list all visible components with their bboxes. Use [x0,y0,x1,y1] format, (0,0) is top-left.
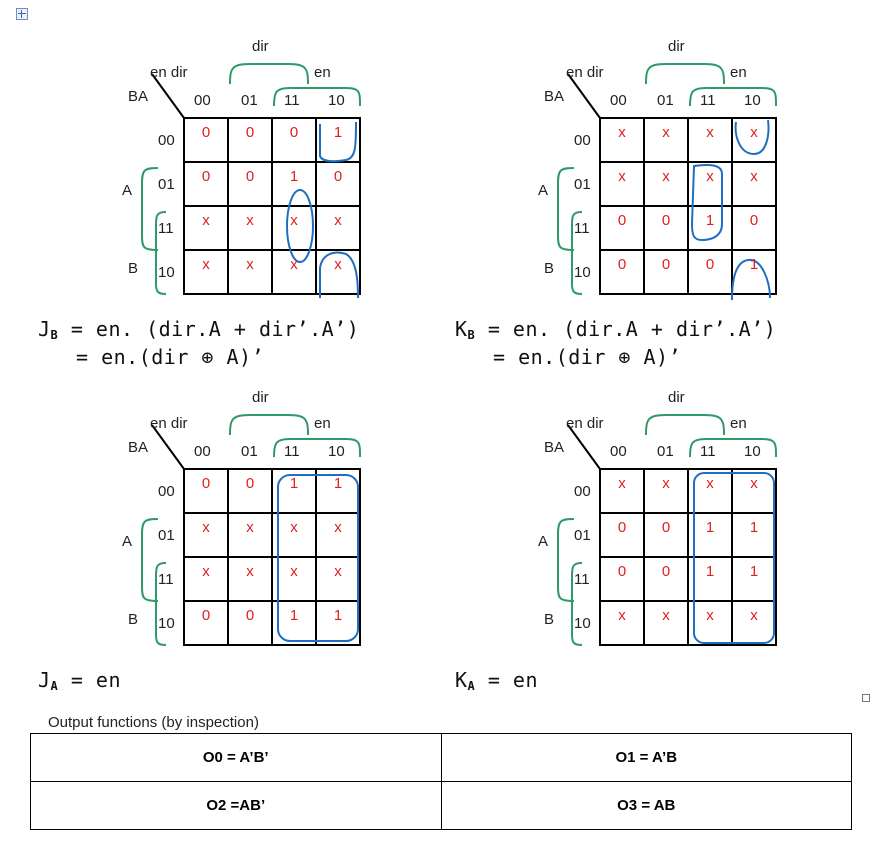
en-label: en [730,64,747,81]
kmap-cell: 0 [705,256,715,273]
kmap-cell: x [202,519,210,536]
kmap-cell: 1 [289,475,299,492]
row-header: 00 [574,483,591,500]
kmap-kb [432,28,761,298]
row-header: 00 [158,132,175,149]
kmap-cell: x [618,124,626,141]
a-label: A [122,182,133,199]
kmap-cell: 0 [749,212,759,229]
jb-sub: B [50,328,59,342]
table-row [31,734,852,782]
kmap-cell: x [290,519,298,536]
output-o1: O1 = A’B [441,734,852,782]
kmap-cell: 1 [289,607,299,624]
kmap-jb [16,28,345,298]
col-header: 11 [284,92,300,109]
kmap-cell: x [706,475,714,492]
en-label: en [314,415,331,432]
a-label: A [122,533,133,550]
kmap-cell: 0 [661,519,671,536]
kmap-cell: 0 [245,607,255,624]
kmap-cell: x [662,475,670,492]
kmap-cell: x [706,607,714,624]
dir-label: dir [668,389,685,406]
col-header: 10 [328,92,345,109]
kmap-cell: 0 [661,256,671,273]
ja-rhs: = en [58,668,121,692]
kmap-cell: x [334,563,342,580]
jb-name: J [38,317,51,341]
col-header: 10 [744,443,761,460]
kb-equation-line2 [493,344,681,370]
dir-brace [230,415,308,435]
kmap-cell: 0 [245,168,255,185]
kmap-cell: x [290,212,298,229]
kmap-cell: x [246,563,254,580]
kmap-cell: x [750,124,758,141]
col-header: 01 [657,443,674,460]
col-header: 00 [610,92,627,109]
output-o0: O0 = A’B’ [31,734,442,782]
col-header: 00 [610,443,627,460]
kb-line1: = en. (dir.A + dir’.A’) [475,317,777,341]
dir-label: dir [252,38,269,55]
corner-left-label: BA [128,88,149,105]
kmap-cell: x [618,168,626,185]
kmap-cell: 1 [333,475,343,492]
row-header: 10 [158,615,175,632]
corner-top-label: en dir [566,64,604,81]
kmap-cell: 0 [617,256,627,273]
row-header: 11 [158,571,174,588]
kmap-cell: x [334,256,342,273]
table-move-handle[interactable] [16,8,28,20]
kmap-cell: x [246,256,254,273]
kmap-cell: 0 [201,168,211,185]
kmap-cell: x [750,475,758,492]
corner-left-label: BA [544,439,565,456]
b-label: B [128,260,139,277]
kmap-cell: 1 [333,607,343,624]
kmap-cell: 1 [333,124,343,141]
corner-left-label: BA [128,439,149,456]
kmap-cell: 1 [705,212,715,229]
kmap-cell: 0 [661,563,671,580]
kmap-cell: 0 [617,519,627,536]
a-label: A [538,182,549,199]
resize-handle[interactable] [862,694,870,702]
kmap-cell: x [202,212,210,229]
ka-equation [455,667,538,699]
kmap-cell: x [246,212,254,229]
col-header: 10 [744,92,761,109]
kmap-cell: x [334,212,342,229]
ka-sub: A [467,679,476,693]
kmap-cell: 0 [617,563,627,580]
row-header: 11 [158,220,174,237]
col-header: 11 [700,92,716,109]
kmap-cell: x [290,563,298,580]
kmap-cell: x [662,607,670,624]
kmap-cell: 0 [201,124,211,141]
corner-left-label: BA [544,88,565,105]
kmap-cell: x [618,475,626,492]
kmap-cell: x [706,168,714,185]
row-header: 10 [158,264,175,281]
kmap-cell: x [750,168,758,185]
kmap-cell: 0 [201,475,211,492]
kmap-cell: 1 [705,563,715,580]
col-header: 01 [657,92,674,109]
a-label: A [538,533,549,550]
b-label: B [128,611,139,628]
col-header: 11 [284,443,300,460]
kmap-cell: 0 [201,607,211,624]
table-row [31,782,852,830]
kb-line2: = en.(dir ⊕ A)’ [493,345,682,369]
kmap-cell: 1 [705,519,715,536]
row-header: 01 [574,527,591,544]
row-header: 11 [574,220,590,237]
kmap-cell: x [662,168,670,185]
kmap-cell: 0 [661,212,671,229]
kmap-cell: x [706,124,714,141]
kmap-cell: 0 [245,475,255,492]
dir-brace [646,415,724,435]
dir-label: dir [252,389,269,406]
row-header: 00 [158,483,175,500]
col-header: 00 [194,443,211,460]
dir-brace [230,64,308,84]
dir-brace [646,64,724,84]
kmap-ka [432,379,761,649]
jb-line1: = en. (dir.A + dir’.A’) [58,317,360,341]
corner-top-label: en dir [150,415,188,432]
kmap-cell: 0 [289,124,299,141]
row-header: 11 [574,571,590,588]
row-header: 01 [158,176,175,193]
row-header: 01 [574,176,591,193]
ja-name: J [38,668,51,692]
kmap-cell: 1 [749,256,759,273]
kmap-cell: x [618,607,626,624]
kmap-cell: 1 [749,519,759,536]
row-header: 10 [574,615,591,632]
kmap-cell: x [334,519,342,536]
en-label: en [314,64,331,81]
corner-top-label: en dir [566,415,604,432]
b-label: B [544,611,555,628]
row-header: 10 [574,264,591,281]
ja-sub: A [50,679,59,693]
row-header: 01 [158,527,175,544]
kb-sub: B [467,328,476,342]
output-caption: Output functions (by inspection) [48,714,259,731]
corner-top-label: en dir [150,64,188,81]
kmap-cell: x [202,563,210,580]
kmap-cell: x [290,256,298,273]
output-o3: O3 = AB [441,782,852,830]
b-label: B [544,260,555,277]
jb-equation-line2 [76,344,264,370]
kmap-ja [16,379,345,649]
col-header: 00 [194,92,211,109]
kmap-cell: x [246,519,254,536]
output-table [30,733,852,830]
kmap-cell: x [202,256,210,273]
col-header: 01 [241,92,258,109]
output-o2: O2 =AB’ [31,782,442,830]
dir-label: dir [668,38,685,55]
ka-rhs: = en [475,668,538,692]
kmap-cell: 0 [245,124,255,141]
ja-equation [38,667,121,699]
kmap-cell: 1 [289,168,299,185]
ka-name: K [455,668,468,692]
kmap-cell: 0 [333,168,343,185]
jb-line2: = en.(dir ⊕ A)’ [76,345,265,369]
col-header: 10 [328,443,345,460]
kb-name: K [455,317,468,341]
row-header: 00 [574,132,591,149]
kmap-cell: x [662,124,670,141]
en-label: en [730,415,747,432]
kmap-cell: 1 [749,563,759,580]
col-header: 11 [700,443,716,460]
col-header: 01 [241,443,258,460]
kmap-cell: 0 [617,212,627,229]
kmap-cell: x [750,607,758,624]
